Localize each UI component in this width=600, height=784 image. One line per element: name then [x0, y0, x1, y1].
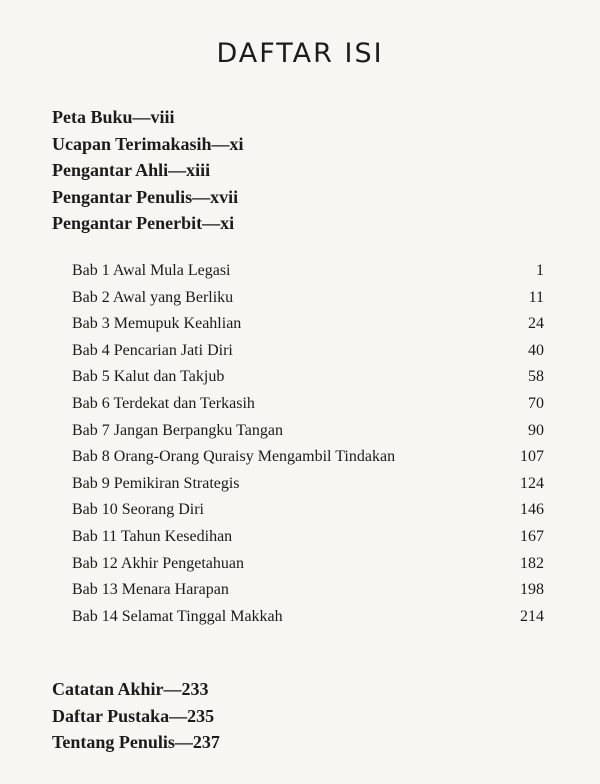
chapter-row: [72, 444, 544, 471]
chapter-title: Bab 8 Orang-Orang Quraisy Mengambil Tindakan: [72, 448, 396, 466]
chapter-title: Bab 10 Seorang Diri: [72, 501, 204, 519]
front-matter-item: Pengantar Ahli—xiii: [52, 160, 211, 180]
page-title: DAFTAR ISI: [216, 38, 384, 69]
chapter-title: Bab 11 Tahun Kesedihan: [72, 527, 233, 545]
chapter-page-number: 70: [528, 394, 544, 412]
front-matter-list: [52, 104, 244, 237]
chapter-page-number: 90: [528, 421, 544, 439]
back-matter-list: [52, 676, 220, 756]
chapter-title: Bab 2 Awal yang Berliku: [72, 288, 234, 306]
chapter-page-number: 107: [520, 448, 544, 466]
chapter-title: Bab 5 Kalut dan Takjub: [72, 368, 225, 386]
chapter-page-number: 24: [528, 315, 544, 333]
back-matter-item: Tentang Penulis—237: [52, 732, 220, 752]
chapter-title: Bab 14 Selamat Tinggal Makkah: [72, 607, 283, 625]
chapter-list: [72, 258, 544, 630]
chapter-title: Bab 13 Menara Harapan: [72, 581, 229, 599]
front-matter-item: Ucapan Terimakasih—xi: [52, 133, 244, 154]
chapter-page-number: 11: [528, 288, 544, 306]
chapter-page-number: 40: [528, 341, 544, 359]
chapter-title: Bab 4 Pencarian Jati Diri: [72, 341, 233, 359]
chapter-row: [72, 311, 544, 338]
chapter-row: [72, 577, 544, 604]
chapter-row: [72, 524, 544, 551]
front-matter-item: Pengantar Penerbit—xi: [52, 213, 235, 233]
chapter-row: [72, 258, 544, 285]
back-matter-item: Daftar Pustaka—235: [52, 705, 215, 726]
chapter-title: Bab 3 Memupuk Keahlian: [72, 315, 242, 333]
chapter-row: [72, 338, 544, 365]
chapter-row: [72, 391, 544, 418]
chapter-page-number: 124: [520, 474, 544, 492]
chapter-row: [72, 285, 544, 312]
chapter-page-number: 58: [528, 368, 544, 386]
chapter-row: [72, 471, 544, 498]
chapter-title: Bab 12 Akhir Pengetahuan: [72, 554, 244, 572]
chapter-title: Bab 1 Awal Mula Legasi: [72, 262, 231, 279]
chapter-page-number: 182: [520, 554, 544, 572]
back-matter-item: Catatan Akhir—233: [52, 679, 209, 699]
chapter-page-number: 1: [536, 262, 544, 279]
chapter-page-number: 198: [520, 581, 544, 599]
chapter-row: [72, 551, 544, 578]
front-matter-item: Pengantar Penulis—xvii: [52, 186, 239, 207]
front-matter-item: Peta Buku—viii: [52, 107, 175, 127]
chapter-row: [72, 364, 544, 391]
chapter-row: [72, 497, 544, 524]
chapter-row: [72, 418, 544, 445]
chapter-title: Bab 6 Terdekat dan Terkasih: [72, 394, 255, 412]
chapter-title: Bab 9 Pemikiran Strategis: [72, 474, 240, 492]
chapter-page-number: 146: [520, 501, 544, 519]
chapter-page-number: 214: [520, 607, 544, 625]
chapter-row: [72, 604, 544, 631]
chapter-page-number: 167: [520, 527, 544, 545]
chapter-title: Bab 7 Jangan Berpangku Tangan: [72, 421, 283, 439]
